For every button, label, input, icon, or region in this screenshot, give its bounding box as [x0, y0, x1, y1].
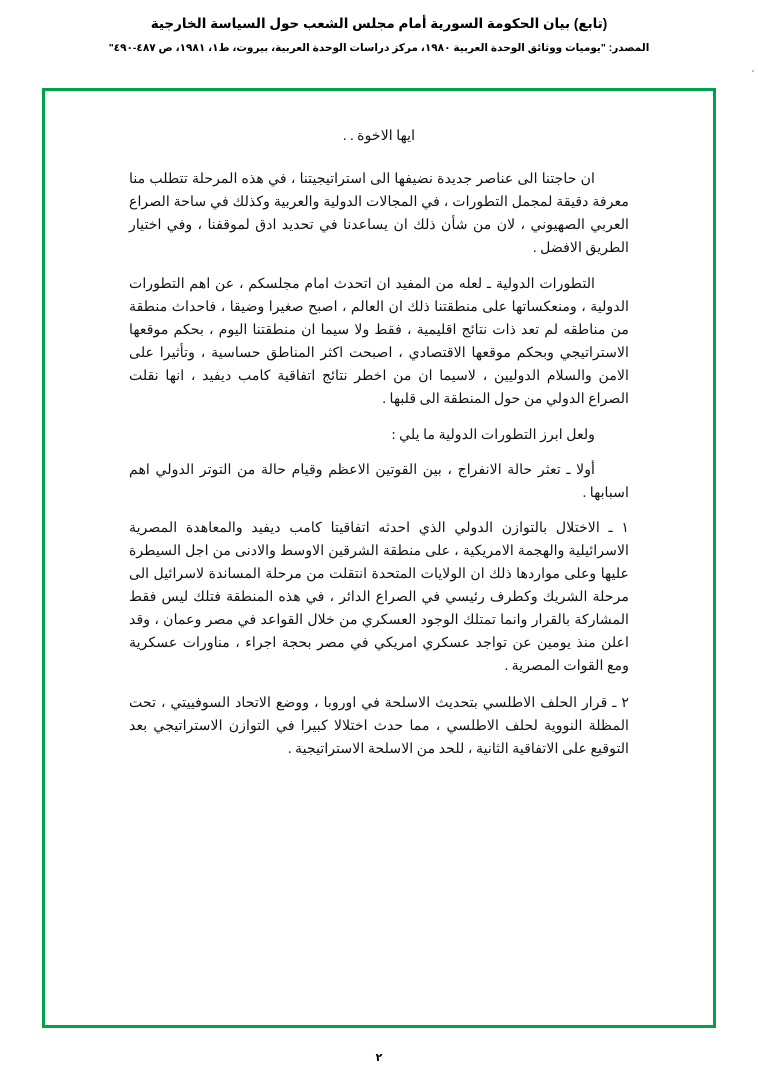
document-source-line: المصدر: "يوميات ووثائق الوحدة العربية ١٩٨٠، مركز دراسات الوحدة العربية، بيروت، ط١، ١٩٨١، ص ٤٨٧-٤٩٠"	[108, 42, 650, 54]
paragraph-4: أولا ـ تعثر حالة الانفراج ، بين القوتين الاعظم وقيام حالة من التوتر الدولي اهم اسبابها .	[129, 462, 629, 501]
paragraph-1: ان حاجتنا الى عناصر جديدة نضيفها الى استراتيجيتنا ، في هذه المرحلة تتطلب منا معرفة دقيقة لمجمل التطورات ، في المجالات الدولية والعربية وكذلك في ساحة الصراع العربي الصهيوني ، لان من شأن ذلك ان يساعدنا في تحديد ادق لموقفنا ، وفي اختيار الطريق الافضل .	[129, 171, 629, 256]
paragraph-3: ولعل ابرز التطورات الدولية ما يلي :	[391, 427, 595, 443]
content-frame	[42, 88, 716, 1028]
document-header	[0, 0, 758, 54]
paragraph-item-2: ٢ ـ قرار الحلف الاطلسي بتحديث الاسلحة في اوروبا ، ووضع الاتحاد السوفييتي ، تحت المظلة النووية لحلف الاطلسي ، مما حدث اختلالا كبيرا في التوازن الاستراتيجي بعد التوقيع على الاتفاقية الثانية ، للحد من الاسلحة الاستراتيجية .	[129, 695, 629, 757]
paragraph-2: التطورات الدولية ـ لعله من المفيد ان اتحدث امام مجلسكم ، عن اهم التطورات الدولية ، ومنعكساتها على منطقتنا ذلك ان العالم ، اصبح صغيرا وضيقا ، فاحداث منطقة من مناطقه لم تعد ذات نتائج اقليمية ، فقط ولا سيما ان منطقتنا اليوم ، بحكم موقعها الاستراتيجي وبحكم موقعها الاقتصادي ، اصبحت اكثر المناطق حساسية ، وتأثيرا على الامن والسلام الدوليين ، لاسيما ان من اخطر نتائج اتفاقية كامب ديفيد ، انها نقلت الصراع الدولي من حول المنطقة الى قلبها .	[129, 276, 629, 407]
page-title: (تابع) بيان الحكومة السورية أمام مجلس الشعب حول السياسة الخارجية	[150, 16, 608, 31]
scan-speck	[752, 70, 754, 72]
paragraph-item-1: ١ ـ الاختلال بالتوازن الدولي الذي احدثه اتفاقيتا كامب ديفيد والمعاهدة المصرية الاسرائيلية والهجمة الامريكية ، على منطقة الشرقين الاوسط والادنى من اجل السيطرة عليها وعلى مواردها ذلك ان الولايات المتحدة انتقلت من مرحلة المساندة لاسرائيل الى مرحلة الشريك وكطرف رئيسي في الصراع الدائر ، في هذه المنطقة فتلك ليس فقط المشاركة بالقرار وانما تمتلك الوجود العسكري من خلال القواعد في مصر وعمان ، وقد اعلن منذ يومين عن تواجد عسكري امريكي في مصر بحجة اجراء ، مناورات عسكرية ومع القوات المصرية .	[129, 520, 629, 674]
page-number: ٢	[375, 1052, 383, 1064]
salutation-text: ايها الاخوة . .	[342, 128, 416, 144]
content-frame-inner	[45, 91, 713, 1025]
salutation-line	[129, 125, 629, 148]
document-body	[129, 125, 629, 761]
